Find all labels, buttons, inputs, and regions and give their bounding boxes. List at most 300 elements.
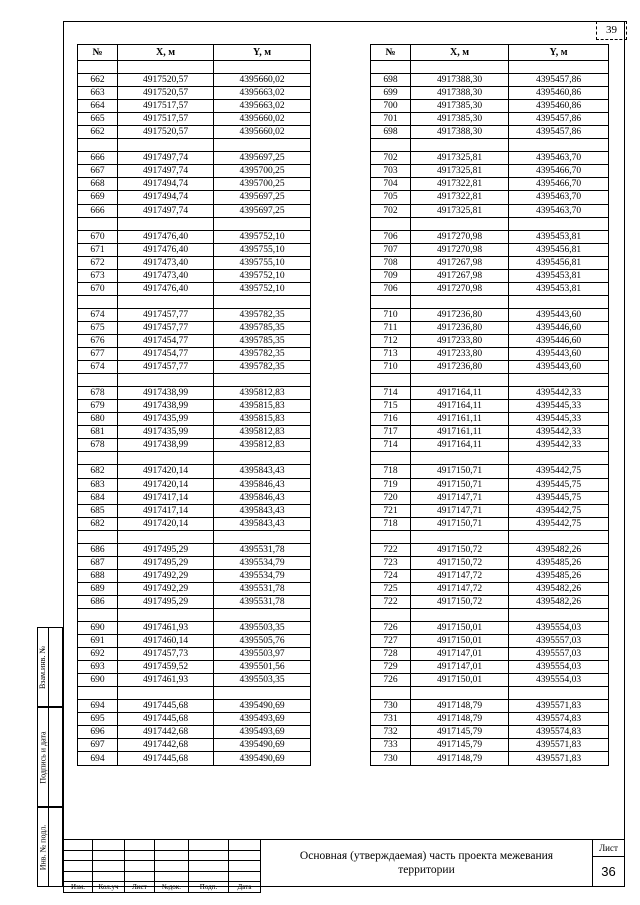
table-row (78, 152, 311, 165)
y-coordinate: 4395755,10 (214, 243, 311, 256)
spacer-row (78, 530, 311, 543)
table-row (78, 635, 311, 648)
point-number: 674 (78, 308, 118, 321)
y-coordinate: 4395457,86 (509, 113, 609, 126)
sheet-number: 36 (601, 864, 616, 879)
point-number: 680 (78, 413, 118, 426)
y-coordinate: 4395445,75 (509, 491, 609, 504)
x-coordinate: 4917233,80 (411, 334, 509, 347)
y-coordinate: 4395466,70 (509, 178, 609, 191)
x-coordinate: 4917145,79 (411, 739, 509, 752)
spacer-row (78, 374, 311, 387)
table-row (78, 674, 311, 687)
x-coordinate: 4917473,40 (118, 269, 214, 282)
y-coordinate: 4395534,79 (214, 569, 311, 582)
x-coordinate: 4917495,29 (118, 543, 214, 556)
point-number: 687 (78, 556, 118, 569)
spacer-row (371, 61, 609, 74)
y-coordinate: 4395482,26 (509, 543, 609, 556)
spacer-row (371, 608, 609, 621)
table-row (371, 204, 609, 217)
point-number: 699 (371, 87, 411, 100)
x-coordinate: 4917497,74 (118, 152, 214, 165)
table-row (371, 491, 609, 504)
y-coordinate: 4395785,35 (214, 321, 311, 334)
point-number: 676 (78, 334, 118, 347)
title-block (63, 839, 625, 892)
table-row (78, 165, 311, 178)
inv-orig-cell: Инв. № подл. (37, 807, 49, 887)
spacer-row (371, 139, 609, 152)
table-row (78, 282, 311, 295)
point-number: 725 (371, 582, 411, 595)
x-coordinate: 4917457,77 (118, 321, 214, 334)
y-coordinate: 4395503,97 (214, 648, 311, 661)
point-number: 723 (371, 556, 411, 569)
point-number: 729 (371, 661, 411, 674)
table-row (371, 713, 609, 726)
table-row (78, 348, 311, 361)
y-coordinate: 4395503,35 (214, 674, 311, 687)
y-coordinate: 4395457,86 (509, 74, 609, 87)
x-coordinate: 4917147,72 (411, 582, 509, 595)
table-row (371, 543, 609, 556)
x-coordinate: 4917388,30 (411, 126, 509, 139)
table-row (371, 569, 609, 582)
y-coordinate: 4395571,83 (509, 739, 609, 752)
table-row (78, 648, 311, 661)
y-coordinate: 4395482,26 (509, 582, 609, 595)
table-row (78, 387, 311, 400)
y-coordinate: 4395445,33 (509, 400, 609, 413)
x-coordinate: 4917325,81 (411, 152, 509, 165)
y-coordinate: 4395571,83 (509, 752, 609, 765)
x-coordinate: 4917420,14 (118, 478, 214, 491)
table-row (371, 439, 609, 452)
x-coordinate: 4917476,40 (118, 243, 214, 256)
y-coordinate: 4395442,33 (509, 439, 609, 452)
x-coordinate: 4917454,77 (118, 348, 214, 361)
x-coordinate: 4917457,73 (118, 648, 214, 661)
table-row (371, 269, 609, 282)
x-coordinate: 4917150,01 (411, 622, 509, 635)
spacer-row (78, 217, 311, 230)
table-row (78, 543, 311, 556)
y-coordinate: 4395442,75 (509, 517, 609, 530)
table-row (78, 321, 311, 334)
x-coordinate: 4917445,68 (118, 752, 214, 765)
point-number: 681 (78, 426, 118, 439)
y-coordinate: 4395554,03 (509, 622, 609, 635)
y-coordinate: 4395442,33 (509, 387, 609, 400)
table-row (78, 517, 311, 530)
point-number: 700 (371, 100, 411, 113)
point-number: 670 (78, 230, 118, 243)
x-coordinate: 4917150,01 (411, 635, 509, 648)
table-row (78, 126, 311, 139)
x-coordinate: 4917270,98 (411, 282, 509, 295)
table-row (78, 622, 311, 635)
table-row (371, 739, 609, 752)
x-coordinate: 4917497,74 (118, 204, 214, 217)
col-num-header: № (78, 45, 118, 61)
x-coordinate: 4917385,30 (411, 100, 509, 113)
x-coordinate: 4917457,77 (118, 361, 214, 374)
x-coordinate: 4917438,99 (118, 439, 214, 452)
y-coordinate: 4395697,25 (214, 152, 311, 165)
col-num-header: № (371, 45, 411, 61)
x-coordinate: 4917473,40 (118, 256, 214, 269)
y-coordinate: 4395782,35 (214, 308, 311, 321)
point-number: 684 (78, 491, 118, 504)
x-coordinate: 4917147,01 (411, 661, 509, 674)
point-number: 686 (78, 543, 118, 556)
x-coordinate: 4917435,99 (118, 426, 214, 439)
point-number: 666 (78, 204, 118, 217)
y-coordinate: 4395493,69 (214, 726, 311, 739)
y-coordinate: 4395697,25 (214, 204, 311, 217)
point-number: 717 (371, 426, 411, 439)
table-row (371, 334, 609, 347)
point-number: 693 (78, 661, 118, 674)
table-row (78, 661, 311, 674)
table-row (371, 400, 609, 413)
x-coordinate: 4917495,29 (118, 595, 214, 608)
y-coordinate: 4395697,25 (214, 191, 311, 204)
y-coordinate: 4395445,33 (509, 413, 609, 426)
table-row (78, 361, 311, 374)
table-row (371, 308, 609, 321)
y-coordinate: 4395815,83 (214, 400, 311, 413)
table-row (78, 243, 311, 256)
spacer-row (371, 687, 609, 700)
x-coordinate: 4917322,81 (411, 178, 509, 191)
table-row (371, 752, 609, 765)
point-number: 726 (371, 622, 411, 635)
x-coordinate: 4917476,40 (118, 282, 214, 295)
table-row (371, 282, 609, 295)
y-coordinate: 4395812,83 (214, 387, 311, 400)
point-number: 698 (371, 126, 411, 139)
point-number: 724 (371, 569, 411, 582)
y-coordinate: 4395843,43 (214, 517, 311, 530)
spacer-row (371, 452, 609, 465)
table-row (371, 191, 609, 204)
point-number: 708 (371, 256, 411, 269)
x-coordinate: 4917147,71 (411, 504, 509, 517)
x-coordinate: 4917164,11 (411, 387, 509, 400)
point-number: 692 (78, 648, 118, 661)
table-row (78, 739, 311, 752)
point-number: 677 (78, 348, 118, 361)
point-number: 682 (78, 517, 118, 530)
table-row (371, 387, 609, 400)
x-coordinate: 4917270,98 (411, 230, 509, 243)
y-coordinate: 4395557,03 (509, 648, 609, 661)
table-row (371, 256, 609, 269)
table-row (371, 152, 609, 165)
y-coordinate: 4395663,02 (214, 87, 311, 100)
point-number: 678 (78, 439, 118, 452)
point-number: 706 (371, 282, 411, 295)
x-coordinate: 4917161,11 (411, 413, 509, 426)
table-row (78, 87, 311, 100)
y-coordinate: 4395531,78 (214, 582, 311, 595)
point-number: 705 (371, 191, 411, 204)
table-row (78, 726, 311, 739)
table-row (78, 191, 311, 204)
table-row (371, 348, 609, 361)
table-row (371, 674, 609, 687)
table-row (78, 230, 311, 243)
x-coordinate: 4917150,72 (411, 556, 509, 569)
table-row (78, 113, 311, 126)
y-coordinate: 4395446,60 (509, 321, 609, 334)
table-row (371, 517, 609, 530)
spacer-row (78, 139, 311, 152)
point-number: 674 (78, 361, 118, 374)
point-number: 698 (371, 74, 411, 87)
point-number: 706 (371, 230, 411, 243)
x-coordinate: 4917517,57 (118, 100, 214, 113)
table-row (371, 126, 609, 139)
table-row (78, 478, 311, 491)
point-number: 683 (78, 478, 118, 491)
table-row (78, 752, 311, 765)
table-row (78, 100, 311, 113)
y-coordinate: 4395463,70 (509, 204, 609, 217)
col-x-header: X, м (411, 45, 509, 61)
x-coordinate: 4917148,79 (411, 752, 509, 765)
point-number: 669 (78, 191, 118, 204)
y-coordinate: 4395812,83 (214, 439, 311, 452)
x-coordinate: 4917236,80 (411, 308, 509, 321)
table-row (78, 491, 311, 504)
x-coordinate: 4917161,11 (411, 426, 509, 439)
point-number: 664 (78, 100, 118, 113)
table-row (371, 700, 609, 713)
x-coordinate: 4917420,14 (118, 517, 214, 530)
y-coordinate: 4395755,10 (214, 256, 311, 269)
point-number: 675 (78, 321, 118, 334)
y-coordinate: 4395571,83 (509, 700, 609, 713)
x-coordinate: 4917325,81 (411, 165, 509, 178)
x-coordinate: 4917270,98 (411, 243, 509, 256)
point-number: 714 (371, 387, 411, 400)
x-coordinate: 4917417,14 (118, 504, 214, 517)
table-row (371, 100, 609, 113)
y-coordinate: 4395700,25 (214, 178, 311, 191)
spacer-row (78, 61, 311, 74)
table-row (78, 713, 311, 726)
x-coordinate: 4917492,29 (118, 569, 214, 582)
coordinates-table-left (77, 44, 311, 766)
sheet-box (593, 839, 625, 887)
x-coordinate: 4917497,74 (118, 165, 214, 178)
x-coordinate: 4917145,79 (411, 726, 509, 739)
y-coordinate: 4395485,26 (509, 569, 609, 582)
point-number: 666 (78, 152, 118, 165)
x-coordinate: 4917325,81 (411, 204, 509, 217)
table-row (371, 165, 609, 178)
spacer-row (78, 452, 311, 465)
point-number: 691 (78, 635, 118, 648)
x-coordinate: 4917164,11 (411, 439, 509, 452)
sheet-label: Лист (593, 840, 624, 857)
point-number: 663 (78, 87, 118, 100)
y-coordinate: 4395490,69 (214, 739, 311, 752)
y-coordinate: 4395660,02 (214, 126, 311, 139)
point-number: 695 (78, 713, 118, 726)
x-coordinate: 4917148,79 (411, 713, 509, 726)
table-row (371, 113, 609, 126)
y-coordinate: 4395446,60 (509, 334, 609, 347)
point-number: 718 (371, 465, 411, 478)
y-coordinate: 4395490,69 (214, 700, 311, 713)
table-row (371, 87, 609, 100)
point-number: 726 (371, 674, 411, 687)
point-number: 696 (78, 726, 118, 739)
replace-inv-cell: Взам.инв. № (37, 627, 49, 707)
x-coordinate: 4917459,52 (118, 661, 214, 674)
y-coordinate: 4395442,75 (509, 465, 609, 478)
x-coordinate: 4917476,40 (118, 230, 214, 243)
y-coordinate: 4395846,43 (214, 478, 311, 491)
point-number: 714 (371, 439, 411, 452)
table-row (371, 413, 609, 426)
point-number: 672 (78, 256, 118, 269)
point-number: 722 (371, 595, 411, 608)
point-number: 679 (78, 400, 118, 413)
point-number: 697 (78, 739, 118, 752)
y-coordinate: 4395815,83 (214, 413, 311, 426)
y-coordinate: 4395493,69 (214, 713, 311, 726)
x-coordinate: 4917461,93 (118, 674, 214, 687)
y-coordinate: 4395554,03 (509, 674, 609, 687)
table-row (78, 269, 311, 282)
x-coordinate: 4917150,01 (411, 674, 509, 687)
point-number: 711 (371, 321, 411, 334)
y-coordinate: 4395574,83 (509, 713, 609, 726)
y-coordinate: 4395785,35 (214, 334, 311, 347)
table-row (78, 439, 311, 452)
x-coordinate: 4917461,93 (118, 622, 214, 635)
point-number: 694 (78, 752, 118, 765)
x-coordinate: 4917460,14 (118, 635, 214, 648)
x-coordinate: 4917147,72 (411, 569, 509, 582)
x-coordinate: 4917454,77 (118, 334, 214, 347)
spacer-row (371, 295, 609, 308)
table-row (78, 465, 311, 478)
point-number: 715 (371, 400, 411, 413)
point-number: 732 (371, 726, 411, 739)
spacer-row (371, 374, 609, 387)
x-coordinate: 4917322,81 (411, 191, 509, 204)
point-number: 701 (371, 113, 411, 126)
y-coordinate: 4395574,83 (509, 726, 609, 739)
x-coordinate: 4917388,30 (411, 87, 509, 100)
point-number: 719 (371, 478, 411, 491)
y-coordinate: 4395660,02 (214, 113, 311, 126)
point-number: 703 (371, 165, 411, 178)
x-coordinate: 4917438,99 (118, 400, 214, 413)
x-coordinate: 4917150,71 (411, 517, 509, 530)
x-coordinate: 4917438,99 (118, 387, 214, 400)
point-number: 690 (78, 674, 118, 687)
coordinates-table-right (370, 44, 609, 766)
spacer-row (78, 687, 311, 700)
table-row (371, 726, 609, 739)
x-coordinate: 4917520,57 (118, 87, 214, 100)
table-row (78, 413, 311, 426)
y-coordinate: 4395531,78 (214, 595, 311, 608)
x-coordinate: 4917445,68 (118, 713, 214, 726)
x-coordinate: 4917150,72 (411, 543, 509, 556)
point-number: 707 (371, 243, 411, 256)
spacer-row (78, 295, 311, 308)
x-coordinate: 4917267,98 (411, 269, 509, 282)
x-coordinate: 4917457,77 (118, 308, 214, 321)
x-coordinate: 4917420,14 (118, 465, 214, 478)
x-coordinate: 4917147,01 (411, 648, 509, 661)
x-coordinate: 4917236,80 (411, 361, 509, 374)
y-coordinate: 4395534,79 (214, 556, 311, 569)
y-coordinate: 4395442,33 (509, 426, 609, 439)
point-number: 702 (371, 204, 411, 217)
col-y-header: Y, м (509, 45, 609, 61)
y-coordinate: 4395442,75 (509, 504, 609, 517)
table-row (78, 256, 311, 269)
table-row (78, 308, 311, 321)
y-coordinate: 4395485,26 (509, 556, 609, 569)
table-row (371, 478, 609, 491)
point-number: 685 (78, 504, 118, 517)
spacer-row (78, 608, 311, 621)
table-row (78, 582, 311, 595)
document-title: Основная (утверждаемая) часть проекта межевания территории (260, 839, 593, 887)
point-number: 733 (371, 739, 411, 752)
y-coordinate: 4395466,70 (509, 165, 609, 178)
y-coordinate: 4395663,02 (214, 100, 311, 113)
point-number: 712 (371, 334, 411, 347)
stamp-col-label: Лист (125, 882, 155, 893)
table-row (371, 504, 609, 517)
y-coordinate: 4395843,43 (214, 504, 311, 517)
y-coordinate: 4395457,86 (509, 126, 609, 139)
table-row (371, 635, 609, 648)
y-coordinate: 4395557,03 (509, 635, 609, 648)
table-row (371, 243, 609, 256)
point-number: 730 (371, 752, 411, 765)
point-number: 731 (371, 713, 411, 726)
x-coordinate: 4917495,29 (118, 556, 214, 569)
y-coordinate: 4395752,10 (214, 269, 311, 282)
table-row (371, 648, 609, 661)
point-number: 710 (371, 361, 411, 374)
y-coordinate: 4395463,70 (509, 152, 609, 165)
y-coordinate: 4395456,81 (509, 243, 609, 256)
x-coordinate: 4917150,71 (411, 465, 509, 478)
point-number: 688 (78, 569, 118, 582)
x-coordinate: 4917148,79 (411, 700, 509, 713)
point-number: 670 (78, 282, 118, 295)
point-number: 704 (371, 178, 411, 191)
left-binding-strip (37, 627, 63, 887)
point-number: 673 (78, 269, 118, 282)
y-coordinate: 4395505,76 (214, 635, 311, 648)
x-coordinate: 4917417,14 (118, 491, 214, 504)
x-coordinate: 4917520,57 (118, 74, 214, 87)
